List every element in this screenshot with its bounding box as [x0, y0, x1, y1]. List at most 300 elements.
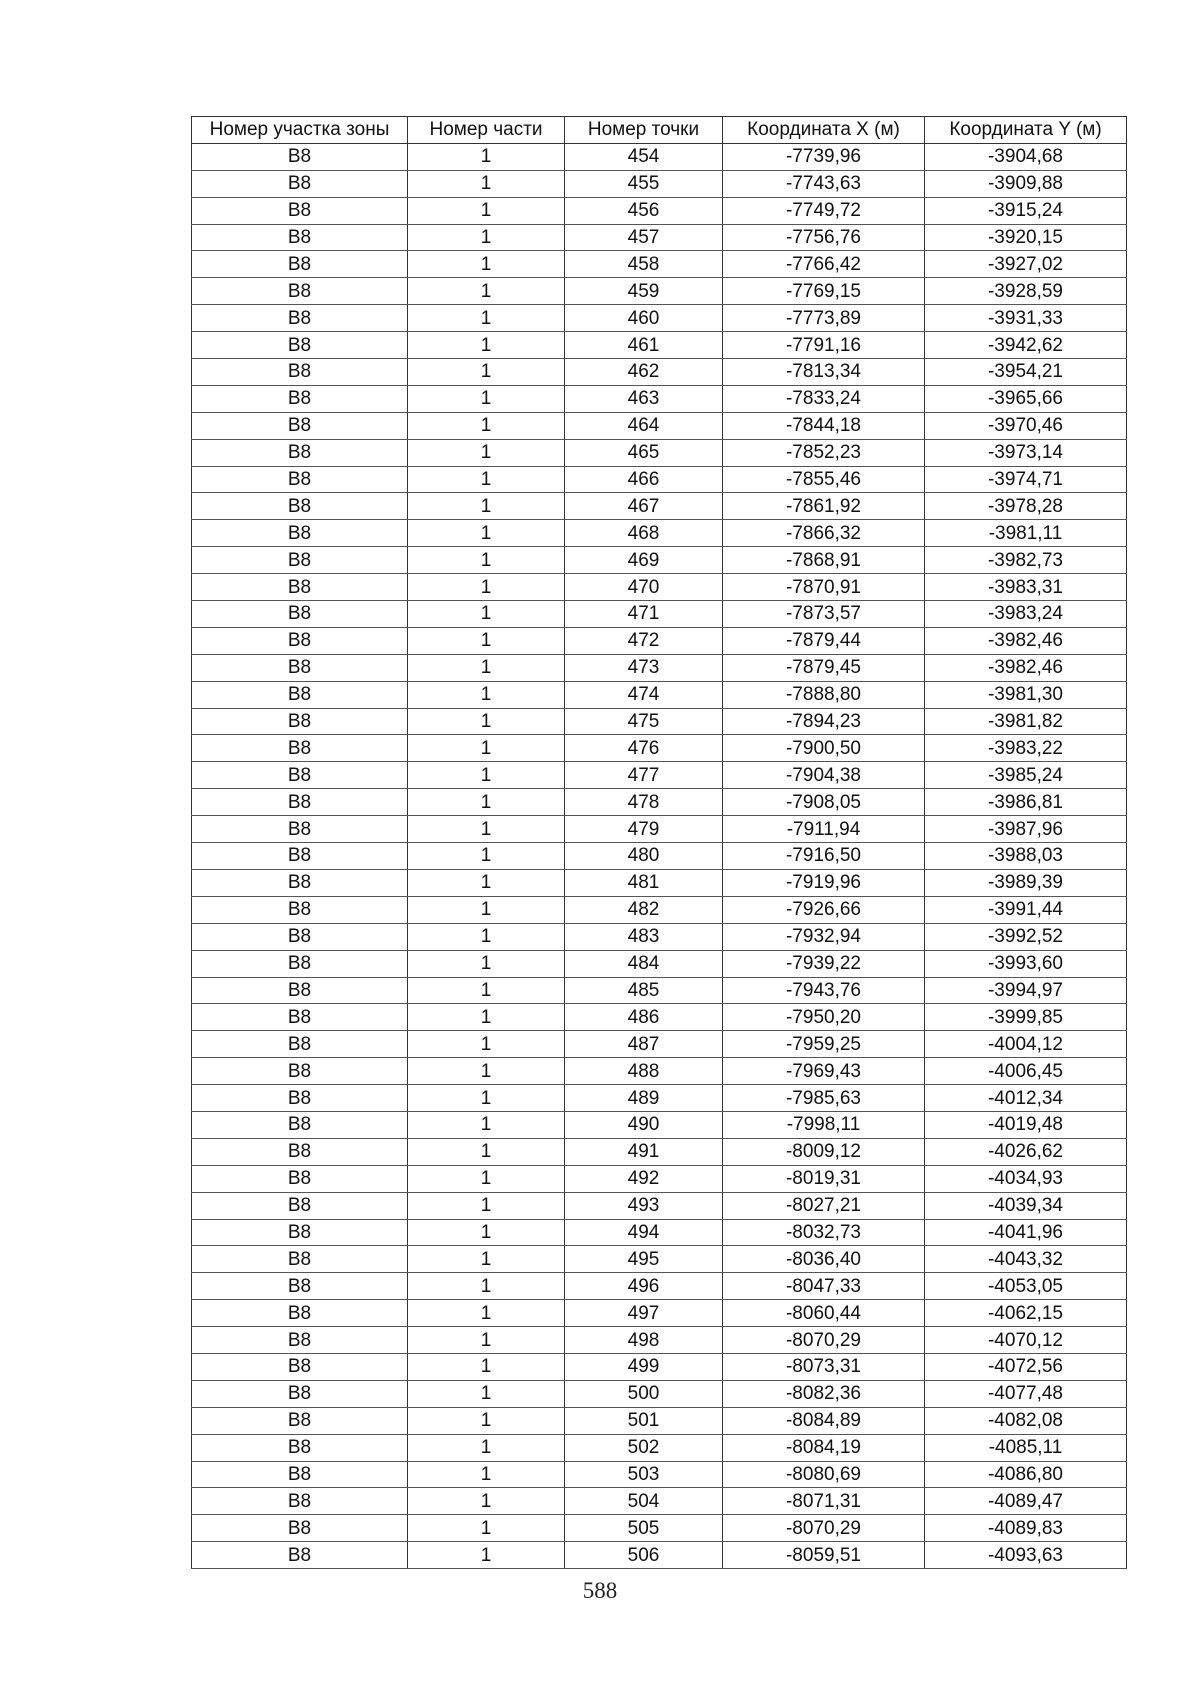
cell-point-number: 482: [565, 896, 723, 923]
cell-part-number: 1: [408, 439, 565, 466]
cell-coordinate-y: -3981,30: [925, 681, 1127, 708]
cell-coordinate-x: -7911,94: [723, 816, 925, 843]
cell-point-number: 463: [565, 385, 723, 412]
cell-point-number: 505: [565, 1515, 723, 1542]
cell-point-number: 480: [565, 843, 723, 870]
cell-part-number: 1: [408, 627, 565, 654]
cell-coordinate-x: -7908,05: [723, 789, 925, 816]
cell-coordinate-x: -7985,63: [723, 1085, 925, 1112]
cell-point-number: 488: [565, 1058, 723, 1085]
cell-zone-plot-number: В8: [192, 305, 408, 332]
cell-coordinate-y: -3973,14: [925, 439, 1127, 466]
cell-zone-plot-number: В8: [192, 1327, 408, 1354]
cell-zone-plot-number: В8: [192, 1353, 408, 1380]
cell-coordinate-y: -3982,46: [925, 627, 1127, 654]
cell-point-number: 494: [565, 1219, 723, 1246]
cell-coordinate-x: -7894,23: [723, 708, 925, 735]
table-row: [192, 762, 1127, 789]
cell-zone-plot-number: В8: [192, 1407, 408, 1434]
cell-zone-plot-number: В8: [192, 950, 408, 977]
table-row: [192, 708, 1127, 735]
table-row: [192, 251, 1127, 278]
cell-zone-plot-number: В8: [192, 923, 408, 950]
table-row: [192, 816, 1127, 843]
cell-coordinate-y: -3981,82: [925, 708, 1127, 735]
cell-part-number: 1: [408, 1327, 565, 1354]
cell-zone-plot-number: В8: [192, 197, 408, 224]
cell-point-number: 497: [565, 1300, 723, 1327]
cell-coordinate-y: -3983,24: [925, 601, 1127, 628]
table-row: [192, 735, 1127, 762]
cell-point-number: 461: [565, 332, 723, 359]
table-body: [192, 143, 1127, 1568]
cell-coordinate-x: -7873,57: [723, 601, 925, 628]
cell-part-number: 1: [408, 843, 565, 870]
cell-point-number: 473: [565, 654, 723, 681]
cell-coordinate-x: -7813,34: [723, 359, 925, 386]
cell-part-number: 1: [408, 869, 565, 896]
cell-point-number: 477: [565, 762, 723, 789]
cell-zone-plot-number: В8: [192, 1380, 408, 1407]
cell-coordinate-x: -7879,45: [723, 654, 925, 681]
cell-coordinate-y: -3999,85: [925, 1004, 1127, 1031]
cell-part-number: 1: [408, 305, 565, 332]
cell-coordinate-x: -7969,43: [723, 1058, 925, 1085]
cell-zone-plot-number: В8: [192, 627, 408, 654]
cell-part-number: 1: [408, 385, 565, 412]
cell-part-number: 1: [408, 547, 565, 574]
table-header: [192, 117, 1127, 144]
cell-zone-plot-number: В8: [192, 466, 408, 493]
table-row: [192, 1192, 1127, 1219]
cell-coordinate-y: -3983,22: [925, 735, 1127, 762]
cell-coordinate-y: -3920,15: [925, 224, 1127, 251]
cell-coordinate-x: -7916,50: [723, 843, 925, 870]
cell-point-number: 481: [565, 869, 723, 896]
cell-part-number: 1: [408, 681, 565, 708]
table-row: [192, 1542, 1127, 1569]
cell-point-number: 490: [565, 1111, 723, 1138]
cell-point-number: 492: [565, 1165, 723, 1192]
table-row: [192, 305, 1127, 332]
cell-coordinate-y: -4034,93: [925, 1165, 1127, 1192]
cell-point-number: 496: [565, 1273, 723, 1300]
cell-zone-plot-number: В8: [192, 1111, 408, 1138]
table-row: [192, 1004, 1127, 1031]
cell-point-number: 506: [565, 1542, 723, 1569]
table-row: [192, 789, 1127, 816]
table-row: [192, 1111, 1127, 1138]
cell-coordinate-y: -3970,46: [925, 412, 1127, 439]
cell-coordinate-y: -4082,08: [925, 1407, 1127, 1434]
page-number: 588: [582, 1578, 618, 1603]
header-part-number: Номер части: [408, 117, 565, 144]
cell-point-number: 478: [565, 789, 723, 816]
cell-zone-plot-number: В8: [192, 493, 408, 520]
cell-point-number: 501: [565, 1407, 723, 1434]
cell-zone-plot-number: В8: [192, 547, 408, 574]
cell-zone-plot-number: В8: [192, 708, 408, 735]
cell-coordinate-x: -8027,21: [723, 1192, 925, 1219]
table-row: [192, 1300, 1127, 1327]
cell-part-number: 1: [408, 574, 565, 601]
cell-coordinate-y: -3986,81: [925, 789, 1127, 816]
cell-zone-plot-number: В8: [192, 412, 408, 439]
cell-part-number: 1: [408, 520, 565, 547]
table-row: [192, 1488, 1127, 1515]
cell-part-number: 1: [408, 708, 565, 735]
cell-zone-plot-number: В8: [192, 1165, 408, 1192]
cell-part-number: 1: [408, 1380, 565, 1407]
cell-coordinate-y: -4085,11: [925, 1434, 1127, 1461]
header-point-number: Номер точки: [565, 117, 723, 144]
cell-coordinate-x: -7773,89: [723, 305, 925, 332]
cell-point-number: 484: [565, 950, 723, 977]
cell-point-number: 458: [565, 251, 723, 278]
table-row: [192, 1434, 1127, 1461]
header-zone-plot-number: Номер участка зоны: [192, 117, 408, 144]
cell-zone-plot-number: В8: [192, 601, 408, 628]
cell-part-number: 1: [408, 493, 565, 520]
cell-part-number: 1: [408, 332, 565, 359]
header-coordinate-y: Координата Y (м): [925, 117, 1127, 144]
cell-coordinate-x: -7998,11: [723, 1111, 925, 1138]
cell-coordinate-x: -8070,29: [723, 1515, 925, 1542]
cell-zone-plot-number: В8: [192, 1031, 408, 1058]
table-row: [192, 896, 1127, 923]
cell-part-number: 1: [408, 359, 565, 386]
cell-zone-plot-number: В8: [192, 1461, 408, 1488]
table-row: [192, 1353, 1127, 1380]
cell-zone-plot-number: В8: [192, 843, 408, 870]
table-row: [192, 143, 1127, 170]
table-row: [192, 923, 1127, 950]
table-row: [192, 977, 1127, 1004]
cell-coordinate-y: -4053,05: [925, 1273, 1127, 1300]
cell-part-number: 1: [408, 1353, 565, 1380]
cell-coordinate-x: -8059,51: [723, 1542, 925, 1569]
cell-zone-plot-number: В8: [192, 385, 408, 412]
table-row: [192, 520, 1127, 547]
cell-coordinate-x: -8082,36: [723, 1380, 925, 1407]
cell-coordinate-x: -7888,80: [723, 681, 925, 708]
cell-point-number: 456: [565, 197, 723, 224]
table-row: [192, 1327, 1127, 1354]
cell-coordinate-y: -4070,12: [925, 1327, 1127, 1354]
table-row: [192, 1515, 1127, 1542]
cell-coordinate-y: -3942,62: [925, 332, 1127, 359]
cell-coordinate-y: -3915,24: [925, 197, 1127, 224]
cell-coordinate-y: -4089,83: [925, 1515, 1127, 1542]
cell-coordinate-y: -4006,45: [925, 1058, 1127, 1085]
cell-coordinate-x: -7919,96: [723, 869, 925, 896]
cell-zone-plot-number: В8: [192, 1300, 408, 1327]
table-row: [192, 385, 1127, 412]
table-row: [192, 466, 1127, 493]
cell-coordinate-y: -3987,96: [925, 816, 1127, 843]
cell-coordinate-y: -3992,52: [925, 923, 1127, 950]
cell-coordinate-y: -3982,73: [925, 547, 1127, 574]
table-row: [192, 1246, 1127, 1273]
cell-point-number: 459: [565, 278, 723, 305]
cell-part-number: 1: [408, 412, 565, 439]
table-row: [192, 359, 1127, 386]
cell-point-number: 475: [565, 708, 723, 735]
cell-zone-plot-number: В8: [192, 762, 408, 789]
table-row: [192, 493, 1127, 520]
cell-zone-plot-number: В8: [192, 1434, 408, 1461]
cell-point-number: 471: [565, 601, 723, 628]
cell-part-number: 1: [408, 789, 565, 816]
cell-zone-plot-number: В8: [192, 977, 408, 1004]
cell-point-number: 462: [565, 359, 723, 386]
cell-coordinate-y: -3954,21: [925, 359, 1127, 386]
table-row: [192, 1380, 1127, 1407]
cell-point-number: 495: [565, 1246, 723, 1273]
cell-part-number: 1: [408, 762, 565, 789]
cell-point-number: 455: [565, 170, 723, 197]
cell-coordinate-x: -7743,63: [723, 170, 925, 197]
cell-coordinate-y: -3991,44: [925, 896, 1127, 923]
cell-coordinate-x: -7868,91: [723, 547, 925, 574]
cell-zone-plot-number: В8: [192, 1058, 408, 1085]
cell-part-number: 1: [408, 1300, 565, 1327]
cell-point-number: 493: [565, 1192, 723, 1219]
cell-coordinate-y: -3988,03: [925, 843, 1127, 870]
cell-zone-plot-number: В8: [192, 1192, 408, 1219]
cell-point-number: 486: [565, 1004, 723, 1031]
cell-coordinate-x: -8032,73: [723, 1219, 925, 1246]
cell-zone-plot-number: В8: [192, 816, 408, 843]
table-row: [192, 869, 1127, 896]
cell-coordinate-y: -4077,48: [925, 1380, 1127, 1407]
cell-part-number: 1: [408, 950, 565, 977]
cell-part-number: 1: [408, 143, 565, 170]
cell-coordinate-y: -4072,56: [925, 1353, 1127, 1380]
cell-part-number: 1: [408, 1111, 565, 1138]
cell-coordinate-x: -8080,69: [723, 1461, 925, 1488]
cell-coordinate-y: -3981,11: [925, 520, 1127, 547]
cell-part-number: 1: [408, 1488, 565, 1515]
cell-coordinate-x: -7866,32: [723, 520, 925, 547]
cell-coordinate-x: -7870,91: [723, 574, 925, 601]
cell-part-number: 1: [408, 601, 565, 628]
table-row: [192, 950, 1127, 977]
cell-coordinate-x: -8071,31: [723, 1488, 925, 1515]
cell-zone-plot-number: В8: [192, 278, 408, 305]
table-header-row: [192, 117, 1127, 144]
table-row: [192, 278, 1127, 305]
cell-coordinate-y: -4039,34: [925, 1192, 1127, 1219]
cell-point-number: 485: [565, 977, 723, 1004]
cell-zone-plot-number: В8: [192, 574, 408, 601]
cell-coordinate-y: -4043,32: [925, 1246, 1127, 1273]
table-row: [192, 170, 1127, 197]
cell-zone-plot-number: В8: [192, 1219, 408, 1246]
cell-part-number: 1: [408, 278, 565, 305]
cell-coordinate-x: -7844,18: [723, 412, 925, 439]
cell-coordinate-x: -7852,23: [723, 439, 925, 466]
cell-zone-plot-number: В8: [192, 1138, 408, 1165]
cell-point-number: 468: [565, 520, 723, 547]
cell-coordinate-y: -3965,66: [925, 385, 1127, 412]
table-row: [192, 1138, 1127, 1165]
cell-zone-plot-number: В8: [192, 681, 408, 708]
cell-point-number: 498: [565, 1327, 723, 1354]
cell-coordinate-x: -7900,50: [723, 735, 925, 762]
cell-point-number: 503: [565, 1461, 723, 1488]
cell-zone-plot-number: В8: [192, 1488, 408, 1515]
cell-coordinate-x: -7739,96: [723, 143, 925, 170]
cell-coordinate-y: -4012,34: [925, 1085, 1127, 1112]
cell-coordinate-y: -3927,02: [925, 251, 1127, 278]
cell-point-number: 460: [565, 305, 723, 332]
table-row: [192, 1407, 1127, 1434]
cell-part-number: 1: [408, 1085, 565, 1112]
cell-part-number: 1: [408, 1461, 565, 1488]
cell-point-number: 467: [565, 493, 723, 520]
cell-zone-plot-number: В8: [192, 869, 408, 896]
cell-coordinate-y: -3974,71: [925, 466, 1127, 493]
cell-coordinate-y: -3983,31: [925, 574, 1127, 601]
cell-part-number: 1: [408, 1515, 565, 1542]
cell-part-number: 1: [408, 1219, 565, 1246]
table-row: [192, 1058, 1127, 1085]
cell-coordinate-x: -7833,24: [723, 385, 925, 412]
table-row: [192, 439, 1127, 466]
cell-zone-plot-number: В8: [192, 789, 408, 816]
cell-zone-plot-number: В8: [192, 359, 408, 386]
cell-coordinate-y: -4062,15: [925, 1300, 1127, 1327]
cell-coordinate-x: -7756,76: [723, 224, 925, 251]
cell-coordinate-y: -3909,88: [925, 170, 1127, 197]
cell-coordinate-y: -3928,59: [925, 278, 1127, 305]
cell-coordinate-x: -8019,31: [723, 1165, 925, 1192]
table-row: [192, 601, 1127, 628]
cell-zone-plot-number: В8: [192, 1542, 408, 1569]
cell-coordinate-x: -8009,12: [723, 1138, 925, 1165]
cell-coordinate-y: -3985,24: [925, 762, 1127, 789]
cell-coordinate-y: -3978,28: [925, 493, 1127, 520]
cell-point-number: 502: [565, 1434, 723, 1461]
cell-point-number: 465: [565, 439, 723, 466]
table-row: [192, 574, 1127, 601]
cell-point-number: 466: [565, 466, 723, 493]
cell-point-number: 469: [565, 547, 723, 574]
cell-part-number: 1: [408, 1407, 565, 1434]
table-row: [192, 224, 1127, 251]
cell-coordinate-x: -8036,40: [723, 1246, 925, 1273]
cell-coordinate-x: -7959,25: [723, 1031, 925, 1058]
table-row: [192, 627, 1127, 654]
cell-zone-plot-number: В8: [192, 224, 408, 251]
cell-point-number: 483: [565, 923, 723, 950]
cell-coordinate-x: -8070,29: [723, 1327, 925, 1354]
table-row: [192, 1165, 1127, 1192]
cell-coordinate-y: -3989,39: [925, 869, 1127, 896]
header-coordinate-x: Координата X (м): [723, 117, 925, 144]
coordinates-table: [191, 116, 1127, 1569]
cell-part-number: 1: [408, 197, 565, 224]
cell-coordinate-x: -8084,19: [723, 1434, 925, 1461]
cell-coordinate-y: -3982,46: [925, 654, 1127, 681]
table-row: [192, 332, 1127, 359]
cell-coordinate-x: -7769,15: [723, 278, 925, 305]
cell-zone-plot-number: В8: [192, 1085, 408, 1112]
cell-coordinate-x: -7879,44: [723, 627, 925, 654]
cell-coordinate-x: -8060,44: [723, 1300, 925, 1327]
cell-part-number: 1: [408, 1246, 565, 1273]
cell-part-number: 1: [408, 251, 565, 278]
cell-part-number: 1: [408, 735, 565, 762]
cell-coordinate-x: -7926,66: [723, 896, 925, 923]
cell-part-number: 1: [408, 170, 565, 197]
cell-part-number: 1: [408, 1165, 565, 1192]
cell-part-number: 1: [408, 654, 565, 681]
cell-coordinate-x: -7749,72: [723, 197, 925, 224]
cell-zone-plot-number: В8: [192, 654, 408, 681]
cell-zone-plot-number: В8: [192, 251, 408, 278]
cell-coordinate-y: -4026,62: [925, 1138, 1127, 1165]
cell-zone-plot-number: В8: [192, 520, 408, 547]
table-row: [192, 654, 1127, 681]
cell-point-number: 470: [565, 574, 723, 601]
cell-coordinate-x: -7950,20: [723, 1004, 925, 1031]
cell-zone-plot-number: В8: [192, 439, 408, 466]
table-row: [192, 843, 1127, 870]
cell-coordinate-x: -7766,42: [723, 251, 925, 278]
cell-part-number: 1: [408, 1138, 565, 1165]
cell-coordinate-x: -7932,94: [723, 923, 925, 950]
cell-zone-plot-number: В8: [192, 1246, 408, 1273]
cell-coordinate-y: -3904,68: [925, 143, 1127, 170]
cell-coordinate-x: -7861,92: [723, 493, 925, 520]
cell-part-number: 1: [408, 977, 565, 1004]
cell-coordinate-x: -7943,76: [723, 977, 925, 1004]
cell-point-number: 499: [565, 1353, 723, 1380]
cell-part-number: 1: [408, 816, 565, 843]
cell-point-number: 454: [565, 143, 723, 170]
cell-coordinate-y: -4093,63: [925, 1542, 1127, 1569]
cell-zone-plot-number: В8: [192, 332, 408, 359]
cell-part-number: 1: [408, 1542, 565, 1569]
table-row: [192, 547, 1127, 574]
cell-zone-plot-number: В8: [192, 170, 408, 197]
cell-coordinate-x: -7904,38: [723, 762, 925, 789]
cell-part-number: 1: [408, 466, 565, 493]
cell-coordinate-y: -4004,12: [925, 1031, 1127, 1058]
table-row: [192, 681, 1127, 708]
cell-coordinate-y: -4041,96: [925, 1219, 1127, 1246]
cell-zone-plot-number: В8: [192, 735, 408, 762]
cell-point-number: 464: [565, 412, 723, 439]
table-row: [192, 1031, 1127, 1058]
cell-part-number: 1: [408, 1058, 565, 1085]
cell-coordinate-y: -3931,33: [925, 305, 1127, 332]
cell-part-number: 1: [408, 1273, 565, 1300]
cell-coordinate-x: -7855,46: [723, 466, 925, 493]
cell-point-number: 487: [565, 1031, 723, 1058]
cell-part-number: 1: [408, 1031, 565, 1058]
cell-coordinate-x: -8047,33: [723, 1273, 925, 1300]
cell-point-number: 479: [565, 816, 723, 843]
cell-coordinate-y: -4086,80: [925, 1461, 1127, 1488]
cell-coordinate-x: -7791,16: [723, 332, 925, 359]
cell-coordinate-y: -3994,97: [925, 977, 1127, 1004]
cell-point-number: 457: [565, 224, 723, 251]
cell-point-number: 491: [565, 1138, 723, 1165]
cell-zone-plot-number: В8: [192, 1273, 408, 1300]
